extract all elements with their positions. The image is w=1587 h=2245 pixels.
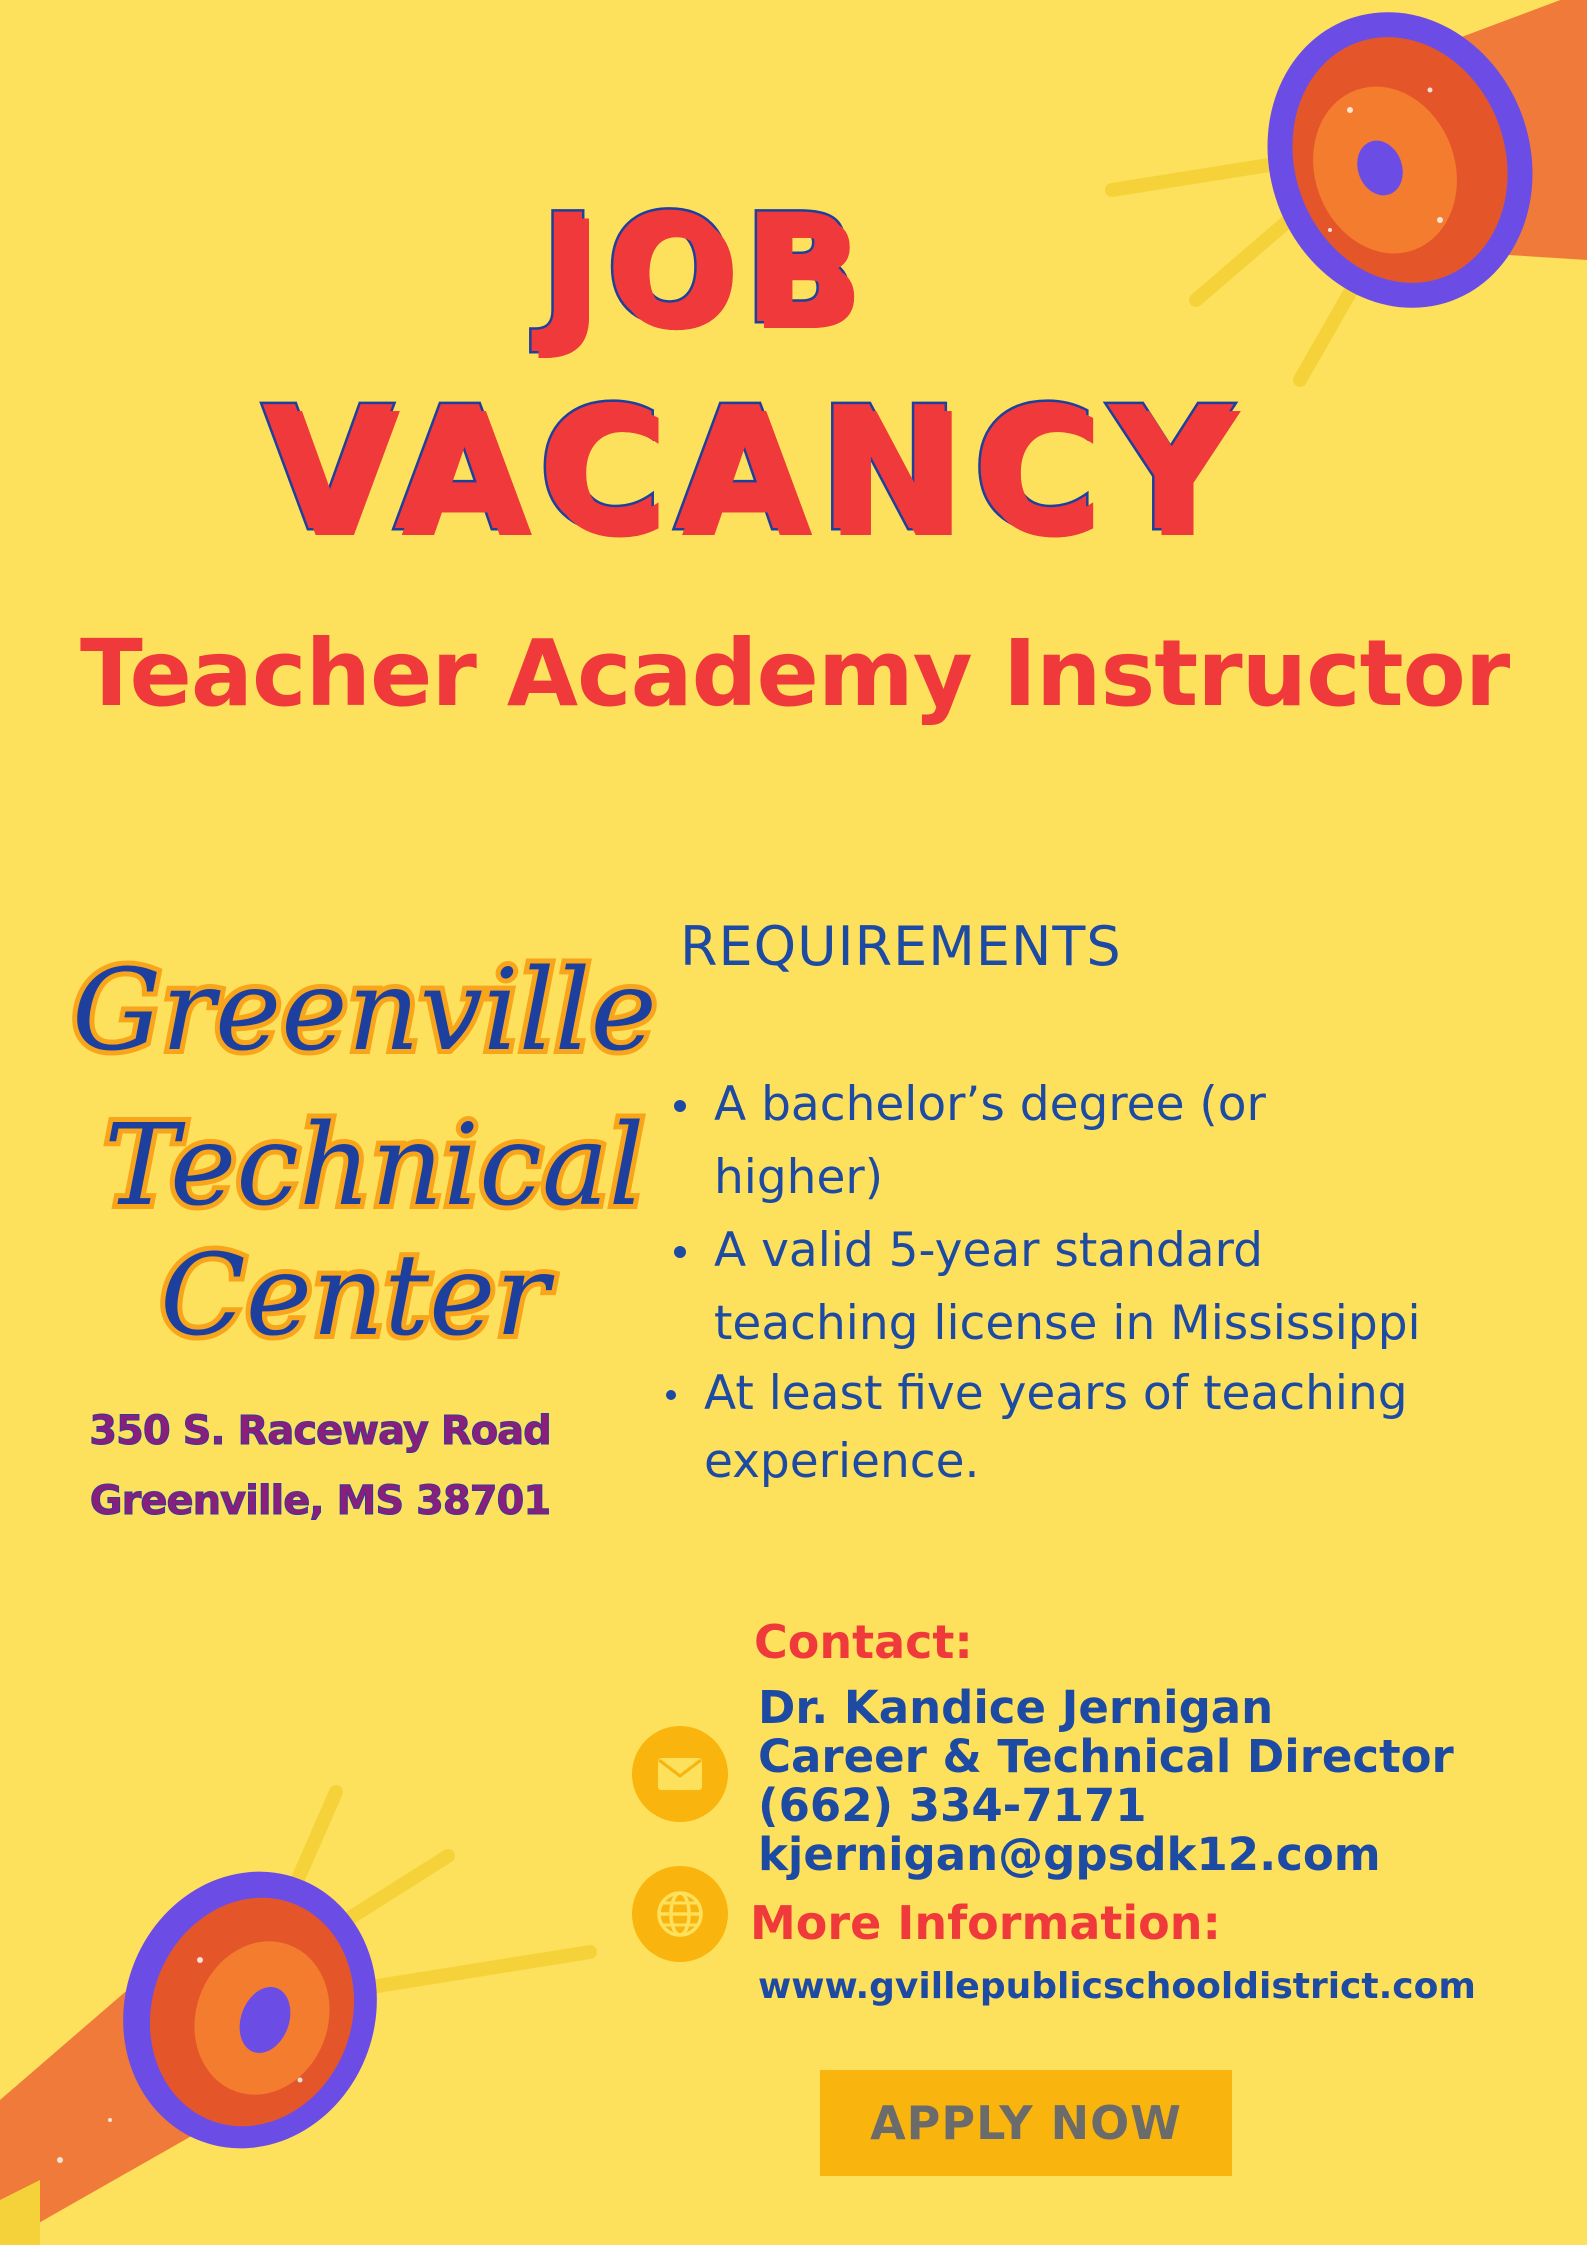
contact-role: Career & Technical Director [758, 1730, 1454, 1783]
address-city: Greenville, MS 38701 [89, 1478, 551, 1524]
website-link[interactable]: www.gvillepublicschooldistrict.com [758, 1966, 1476, 2007]
globe-icon [632, 1866, 728, 1962]
contact-phone[interactable]: (662) 334-7171 [758, 1779, 1147, 1832]
headline-vacancy: VACANCY [262, 371, 1245, 569]
requirements-title: REQUIREMENTS [680, 915, 1122, 978]
megaphone-bottom-left [0, 1780, 620, 2245]
org-name-line2: Technical [104, 1101, 645, 1231]
mail-icon [632, 1726, 728, 1822]
contact-label: Contact: [754, 1615, 973, 1669]
org-name-line1: Greenville [72, 946, 657, 1076]
position-title: Teacher Academy Instructor [80, 620, 1510, 727]
list-item: A valid 5-year standard teaching license in Mississippi [668, 1214, 1428, 1360]
more-info-label: More Information: [750, 1896, 1221, 1950]
contact-name: Dr. Kandice Jernigan [758, 1681, 1274, 1734]
address-street: 350 S. Raceway Road [89, 1408, 551, 1454]
megaphone-icon [1100, 0, 1587, 400]
requirements-list [668, 1068, 1428, 1496]
list-item: At least five years of teaching experience. [666, 1360, 1428, 1496]
headline-job: JOB [540, 183, 868, 357]
megaphone-icon [0, 1780, 620, 2245]
contact-details [758, 1683, 1454, 1879]
apply-now-button[interactable]: APPLY NOW [820, 2070, 1232, 2176]
megaphone-top-right [1100, 0, 1587, 400]
list-item: A bachelor’s degree (or higher) [668, 1068, 1428, 1214]
contact-email[interactable]: kjernigan@gpsdk12.com [758, 1828, 1381, 1881]
org-name-line3: Center [160, 1231, 549, 1361]
